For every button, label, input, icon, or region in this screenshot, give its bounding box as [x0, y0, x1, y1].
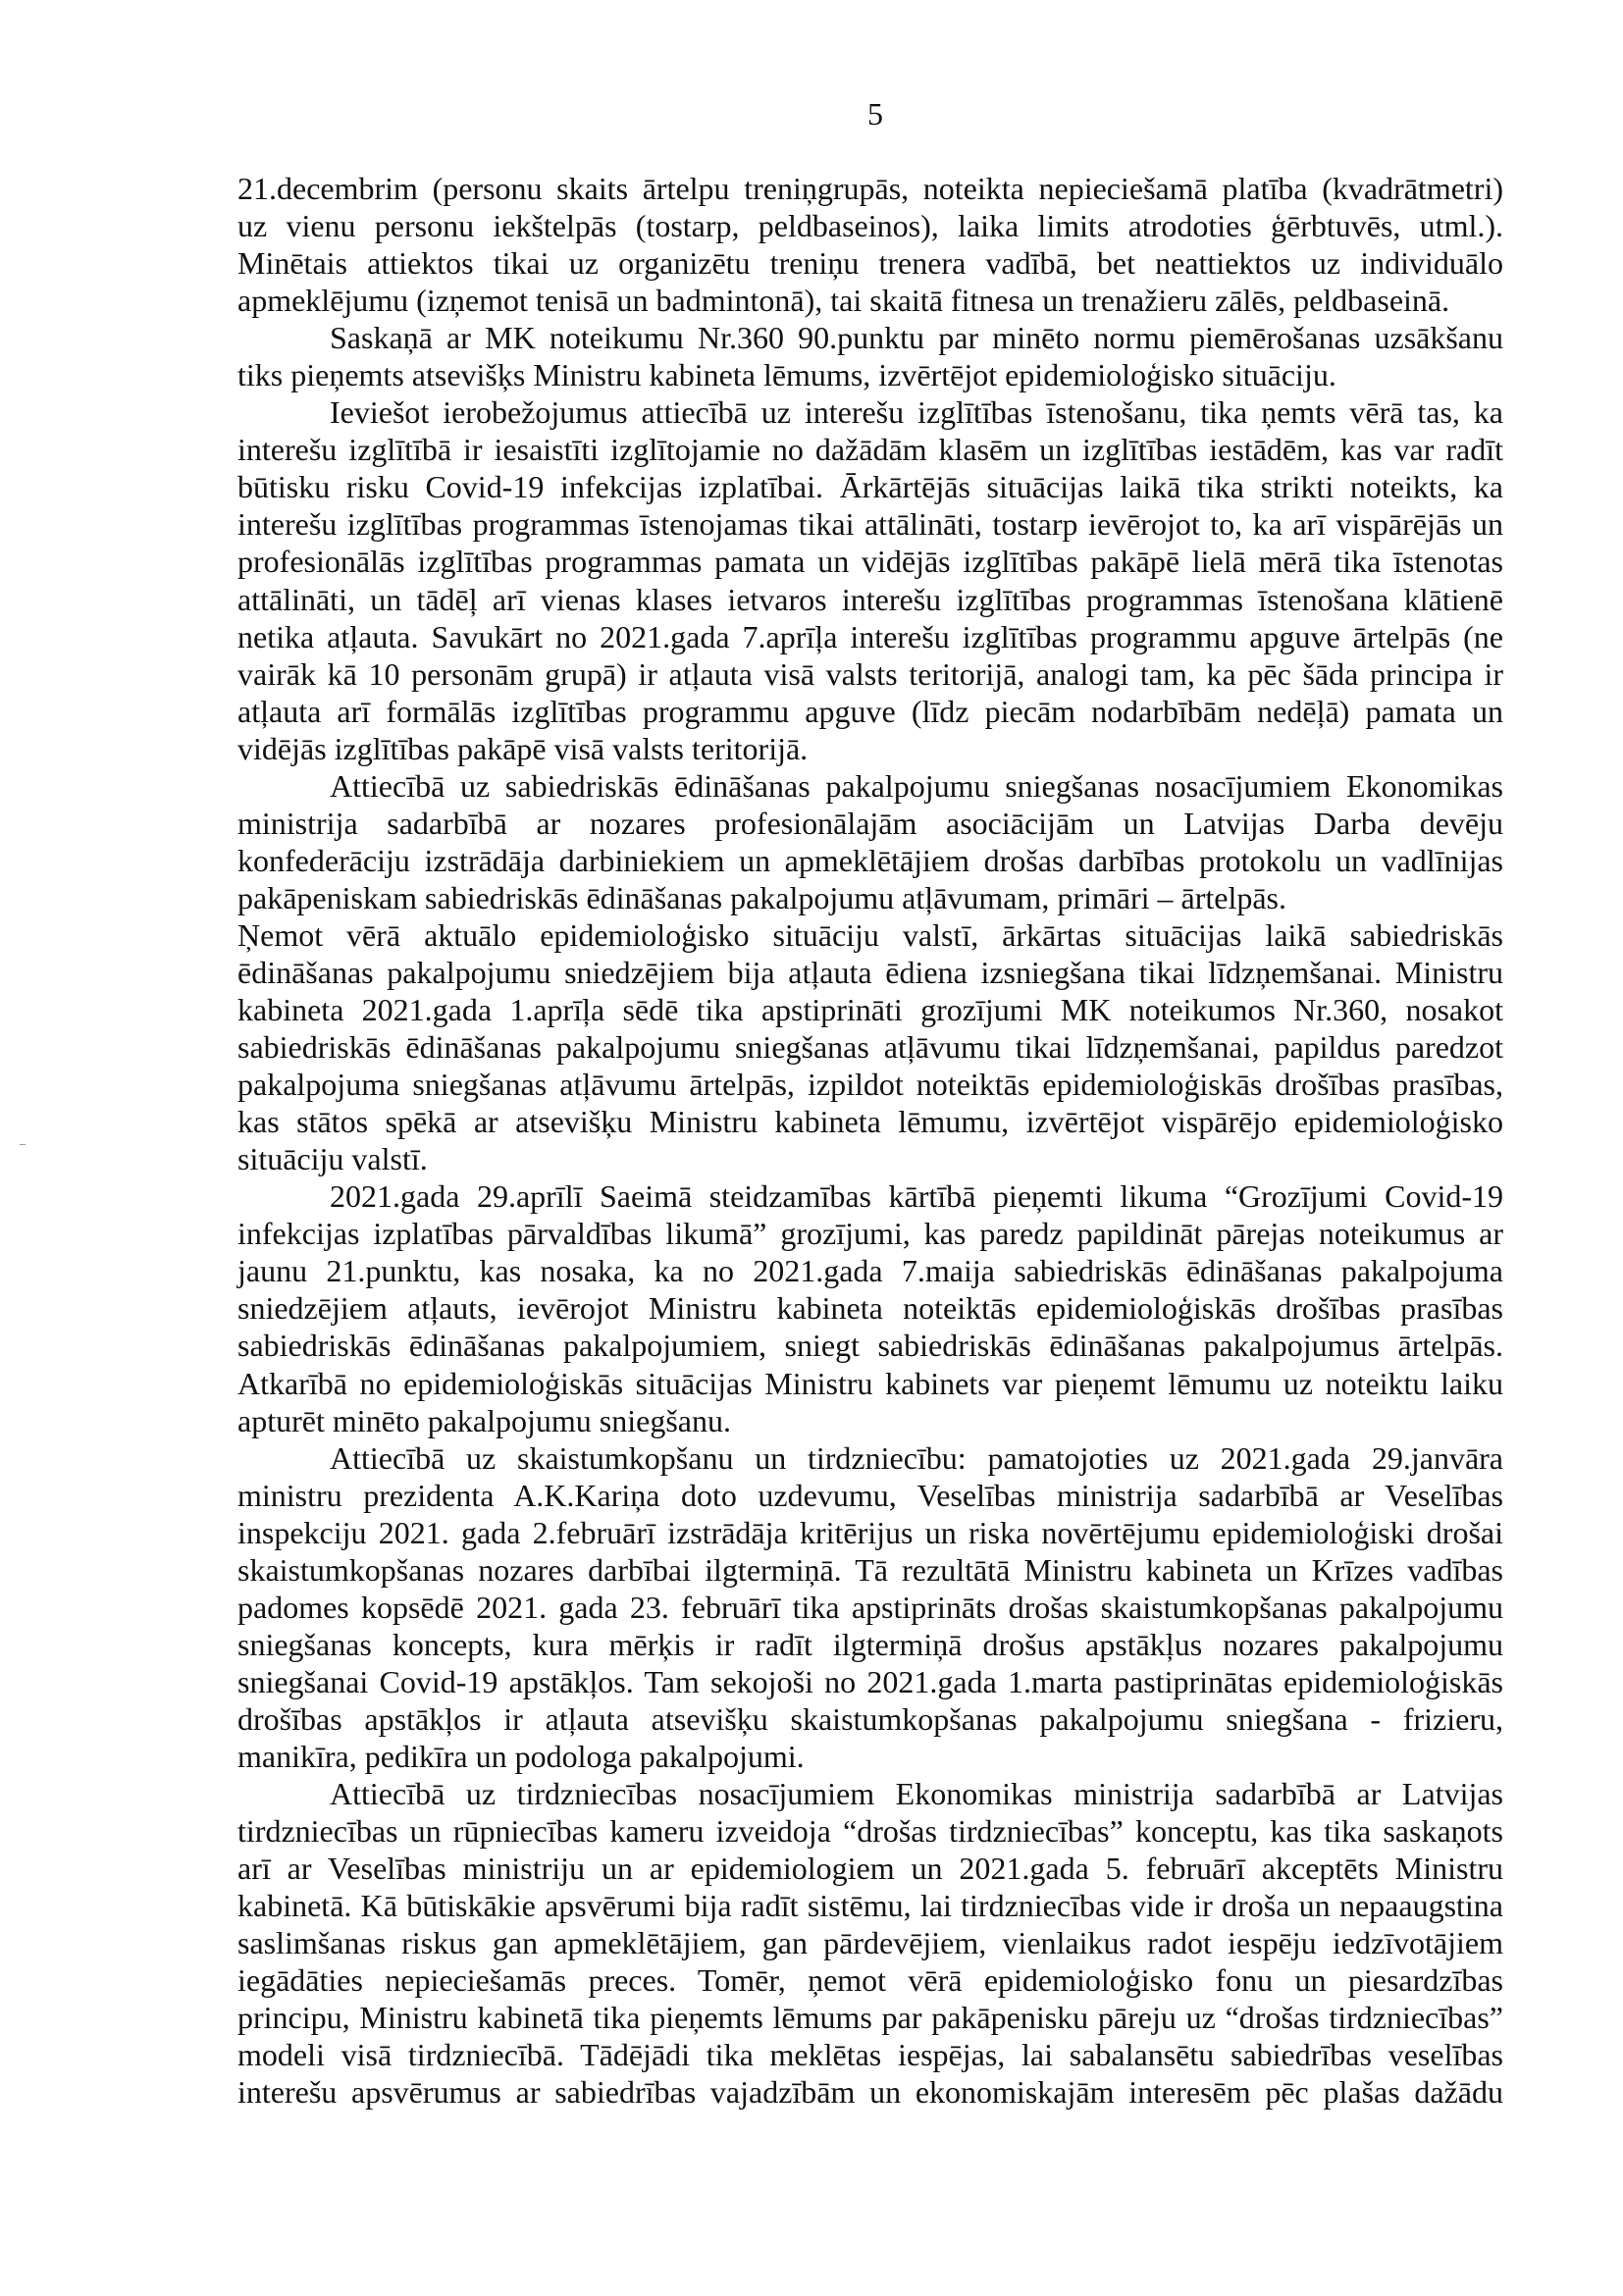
paragraph [237, 1177, 1503, 1438]
text-line: sabiedriskās ēdināšanas pakalpojumiem, sniegt sabiedriskās ēdināšanas pakalpojumus ārtelpās. [237, 1328, 1503, 1364]
text-line: profesionālās izglītības programmas pamata un vidējās izglītības pakāpē lielā mērā tika īstenotas [237, 544, 1503, 580]
text-line: Attiecībā uz skaistumkopšanu un tirdzniecību: pamatojoties uz 2021.gada 29.janvāra [330, 1439, 1503, 1476]
text-line: sniegšanas koncepts, kura mērķis ir radīt ilgtermiņā drošus apstākļus nozares pakalpojumu [237, 1626, 1503, 1662]
text-line: Saskaņā ar MK noteikumu Nr.360 90.punktu par minēto normu piemērošanas uzsākšanu [330, 320, 1503, 356]
text-line: 2021.gada 29.aprīlī Saeimā steidzamības kārtībā pieņemti likuma “Grozījumi Covid-19 [330, 1178, 1503, 1215]
text-line: modeli visā tirdzniecībā. Tādējādi tika meklētas iespējas, lai sabalansētu sabiedrības veselības [237, 2037, 1503, 2073]
text-line: Attiecībā uz sabiedriskās ēdināšanas pakalpojumu sniegšanas nosacījumiem Ekonomikas [330, 767, 1503, 804]
text-line: 21.decembrim (personu skaits ārtelpu treniņgrupās, noteikta nepieciešamā platība (kvadrātmetri) [237, 171, 1503, 206]
text-line: atļauta arī formālās izglītības programmu apguve (līdz piecām nodarbībām nedēļā) pamata un [237, 693, 1503, 729]
text-line: saslimšanas riskus gan apmeklētājiem, gan pārdevējiem, vienlaikus radot iespēju iedzīvotājiem [237, 1925, 1503, 1961]
text-line: vairāk kā 10 personām grupā) ir atļauta visā valsts teritorijā, analogi tam, ka pēc šāda principa ir [237, 655, 1503, 692]
paragraph [237, 170, 1503, 319]
text-line: pakalpojuma sniegšanas atļāvumu ārtelpās, izpildot noteiktās epidemioloģiskās drošības prasības, [237, 1067, 1503, 1103]
text-line: Ieviešot ierobežojumus attiecībā uz interešu izglītības īstenošanu, tika ņemts vērā tas, ka [330, 394, 1503, 431]
text-line: kas stātos spēkā ar atsevišķu Ministru kabineta lēmumu, izvērtējot vispārējo epidemioloģisko [237, 1104, 1503, 1140]
text-line: jaunu 21.punktu, kas nosaka, ka no 2021.gada 7.maija sabiedriskās ēdināšanas pakalpojuma [237, 1253, 1503, 1289]
text-line: ministrija sadarbībā ar nozares profesionālajām asociācijām un Latvijas Darba devēju [237, 805, 1503, 841]
text-line: pakāpeniskam sabiedriskās ēdināšanas pakalpojumu atļāvumam, primāri – ārtelpās. [237, 879, 1286, 915]
document-body [237, 170, 1503, 2111]
text-line: sniegšanai Covid-19 apstākļos. Tam sekojoši no 2021.gada 1.marta pastiprinātas epidemioloģiskās [237, 1663, 1503, 1699]
text-line: Atkarībā no epidemioloģiskās situācijas Ministru kabinets var pieņemt lēmumu uz noteiktu laiku [237, 1365, 1503, 1401]
text-line: padomes kopsēdē 2021. gada 23. februārī tika apstiprināts drošas skaistumkopšanas pakalpojumu [237, 1589, 1503, 1625]
text-line: tirdzniecības un rūpniecības kameru izveidoja “drošas tirdzniecības” konceptu, kas tika saskaņots [237, 1813, 1503, 1850]
text-line: Minētais attiektos tikai uz organizētu treniņu trenera vadībā, bet neattiektos uz individuālo [237, 245, 1503, 282]
text-line: skaistumkopšanas nozares darbībai ilgtermiņā. Tā rezultātā Ministru kabineta un Krīzes vadības [237, 1551, 1503, 1588]
text-line: konfederāciju izstrādāja darbiniekiem un apmeklētājiem drošas darbības protokolu un vadlīnijas [237, 842, 1503, 878]
text-line: infekcijas izplatības pārvaldības likumā” grozījumi, kas paredz papildināt pārejas noteikumus ar [237, 1216, 1503, 1252]
text-line: situāciju valstī. [237, 1141, 428, 1177]
paragraph [237, 767, 1503, 916]
text-line: principu, Ministru kabinetā tika pieņemts lēmums par pakāpenisku pāreju uz “drošas tirdzniecības” [237, 2000, 1503, 2036]
text-line: uz vienu personu iekštelpās (tostarp, peldbaseinos), laika limits atrodoties ģērbtuvēs, utml.). [237, 208, 1503, 244]
text-line: apturēt minēto pakalpojumu sniegšanu. [237, 1402, 731, 1438]
text-line: attālināti, un tādēļ arī vienas klases ietvaros interešu izglītības programmas īstenošana klātienē [237, 581, 1503, 617]
text-line: tiks pieņemts atsevišķs Ministru kabineta lēmums, izvērtējot epidemioloģisko situāciju. [237, 357, 1336, 393]
paragraph [237, 393, 1503, 766]
page-number: 5 [867, 96, 883, 131]
text-line: interešu izglītības programmas īstenojamas tikai attālināti, tostarp ievērojot to, ka arī vispārējās un [237, 506, 1503, 543]
text-line: ministru prezidenta A.K.Kariņa doto uzdevumu, Veselības ministrija sadarbībā ar Veselības [237, 1477, 1503, 1513]
text-line: kabineta 2021.gada 1.aprīļa sēdē tika apstiprināti grozījumi MK noteikumos Nr.360, nosakot [237, 992, 1503, 1028]
text-line: sabiedriskās ēdināšanas pakalpojumu sniegšanas atļāvumu tikai līdzņemšanai, papildus paredzot [237, 1029, 1503, 1066]
text-line: Attiecībā uz tirdzniecības nosacījumiem Ekonomikas ministrija sadarbībā ar Latvijas [330, 1776, 1503, 1812]
paragraph [237, 319, 1503, 393]
paragraph [237, 1775, 1503, 2111]
text-line: vidējās izglītības pakāpē visā valsts teritorijā. [237, 730, 809, 766]
text-line: iegādāties nepieciešamās preces. Tomēr, ņemot vērā epidemioloģisko fonu un piesardzības [237, 1962, 1503, 1999]
text-line: apmeklējumu (izņemot tenisā un badmintonā), tai skaitā fitnesa un trenažieru zālēs, peldbaseinā. [237, 283, 1450, 319]
text-line: interešu izglītībā ir iesaistīti izglītojamie no dažādām klasēm un izglītības iestādēm, kas var radīt [237, 432, 1503, 468]
text-line: ēdināšanas pakalpojumu sniedzējiem bija atļauta ēdiena izsniegšana tikai līdzņemšanai. Ministru [237, 954, 1503, 990]
paragraph [237, 916, 1503, 1177]
text-line: drošības apstākļos ir atļauta atsevišķu skaistumkopšanas pakalpojumu sniegšana - frizieru, [237, 1700, 1503, 1737]
paragraph [237, 1439, 1503, 1775]
text-line: interešu apsvērumus ar sabiedrības vajadzībām un ekonomiskajām interesēm pēc plašas dažādu [237, 2074, 1503, 2111]
text-line: Ņemot vērā aktuālo epidemioloģisko situāciju valstī, ārkārtas situācijas laikā sabiedriskās [237, 916, 1503, 953]
text-line: netika atļauta. Savukārt no 2021.gada 7.aprīļa interešu izglītības programmu apguve ārtelpās (ne [237, 618, 1503, 654]
margin-mark [20, 1144, 26, 1145]
text-line: sniedzējiem atļauts, ievērojot Ministru kabineta noteiktās epidemioloģiskās drošības prasības [237, 1290, 1503, 1327]
text-line: kabinetā. Kā būtiskākie apsvērumi bija radīt sistēmu, lai tirdzniecības vide ir droša un nepaaugstina [237, 1888, 1503, 1924]
text-line: manikīra, pedikīra un podologa pakalpojumi. [237, 1738, 805, 1774]
text-line: arī ar Veselības ministriju un ar epidemiologiem un 2021.gada 5. februārī akceptēts Ministru [237, 1851, 1503, 1887]
text-line: inspekciju 2021. gada 2.februārī izstrādāja kritērijus un riska novērtējumu epidemioloģiski drošai [237, 1514, 1503, 1550]
text-line: būtisku risku Covid-19 infekcijas izplatībai. Ārkārtējās situācijas laikā tika strikti noteikts, ka [237, 469, 1503, 505]
